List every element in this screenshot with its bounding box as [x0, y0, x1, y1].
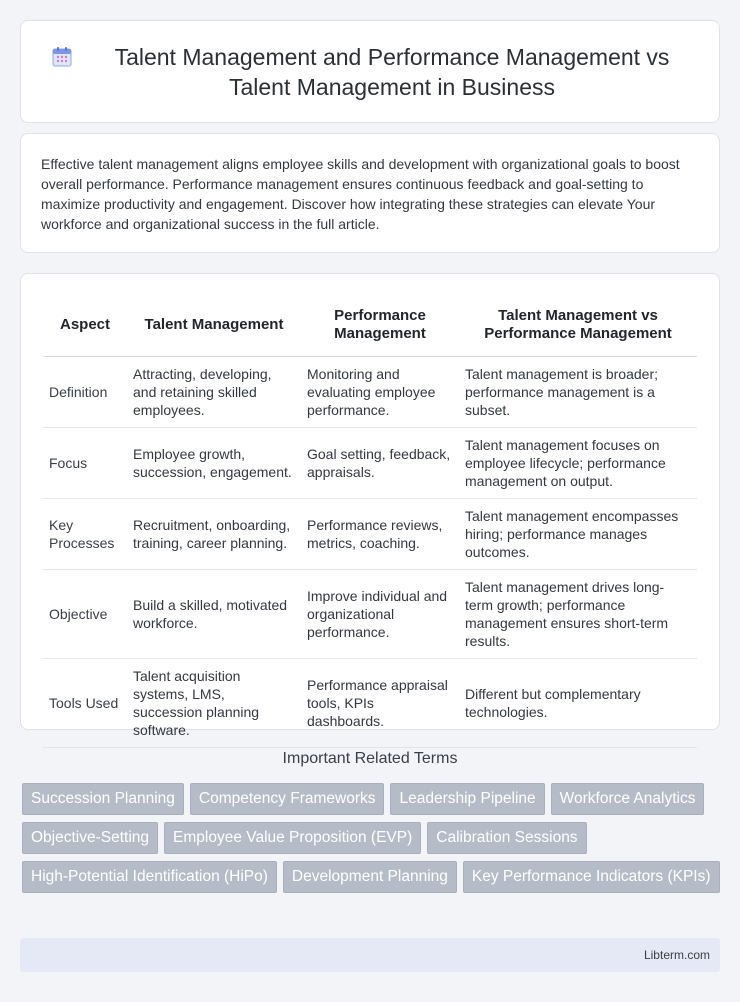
- term-tag[interactable]: Competency Frameworks: [190, 783, 385, 815]
- table-cell: Talent management encompasses hiring; performance manages outcomes.: [459, 498, 697, 569]
- table-header-aspect: Aspect: [59, 315, 111, 333]
- table-cell: Attracting, developing, and retaining skilled employees.: [127, 356, 301, 427]
- term-tag[interactable]: Calibration Sessions: [427, 822, 586, 854]
- table-cell-aspect: Key Processes: [43, 498, 127, 569]
- term-tag[interactable]: Leadership Pipeline: [390, 783, 544, 815]
- table-cell: Employee growth, succession, engagement.: [127, 427, 301, 498]
- term-tag[interactable]: Succession Planning: [22, 783, 184, 815]
- term-tag[interactable]: Objective-Setting: [22, 822, 158, 854]
- table-cell: Improve individual and organizational performance.: [301, 569, 459, 658]
- table-cell-aspect: Tools Used: [43, 658, 127, 747]
- intro-text: Effective talent management aligns employee skills and development with organizational goals to boost overall performance. Performance management ensures continuous feedback and goal-setting to maximize productivity and engagement. Discover how integrating these strategies can elevate Your workforce and organizational success in the full article.: [41, 156, 680, 232]
- table-cell-aspect: Objective: [43, 569, 127, 658]
- table-row: [43, 356, 697, 427]
- table-cell: Goal setting, feedback, appraisals.: [301, 427, 459, 498]
- table-cell: Recruitment, onboarding, training, career planning.: [127, 498, 301, 569]
- title-card: [20, 20, 720, 123]
- table-header-comparison: Talent Management vs Performance Management: [484, 306, 672, 342]
- table-header-row: [43, 294, 697, 356]
- table-header-talent: Talent Management: [144, 315, 284, 333]
- table-row: [43, 498, 697, 569]
- table-header-performance: Performance Management: [334, 306, 426, 342]
- table-row: [43, 569, 697, 658]
- footer-site-link[interactable]: Libterm.com: [643, 948, 710, 962]
- table-cell: Talent acquisition systems, LMS, succession planning software.: [127, 658, 301, 747]
- related-terms-list: [22, 783, 722, 893]
- table-cell: Monitoring and evaluating employee performance.: [301, 356, 459, 427]
- term-tag[interactable]: Workforce Analytics: [551, 783, 705, 815]
- calendar-icon: [51, 46, 73, 68]
- table-cell: Talent management focuses on employee lifecycle; performance management on output.: [459, 427, 697, 498]
- footer: [20, 938, 720, 972]
- table-cell: Talent management drives long-term growth; performance management ensures short-term results.: [459, 569, 697, 658]
- comparison-table-card: [20, 273, 720, 738]
- table-row: [43, 658, 697, 747]
- table-cell: Talent management is broader; performance management is a subset.: [459, 356, 697, 427]
- table-cell: Performance reviews, metrics, coaching.: [301, 498, 459, 569]
- table-row: [43, 427, 697, 498]
- page-title: Talent Management and Performance Management vs Talent Management in Business: [114, 43, 670, 100]
- table-cell-aspect: Focus: [43, 427, 127, 498]
- table-cell: Performance appraisal tools, KPIs dashboards.: [301, 658, 459, 747]
- term-tag[interactable]: Key Performance Indicators (KPIs): [463, 861, 720, 893]
- table-cell-aspect: Definition: [43, 356, 127, 427]
- intro-card: [20, 133, 720, 253]
- term-tag[interactable]: High-Potential Identification (HiPo): [22, 861, 277, 893]
- term-tag[interactable]: Employee Value Proposition (EVP): [164, 822, 421, 854]
- table-cell: Build a skilled, motivated workforce.: [127, 569, 301, 658]
- term-tag[interactable]: Development Planning: [283, 861, 457, 893]
- comparison-table: [43, 294, 697, 748]
- table-cell: Different but complementary technologies.: [459, 658, 697, 747]
- related-terms-title: Important Related Terms: [282, 750, 458, 767]
